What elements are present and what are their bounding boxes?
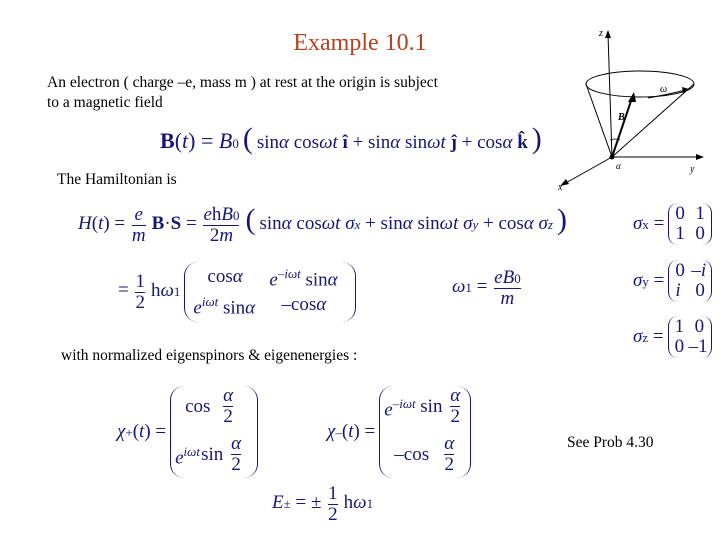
omega-label: ω — [660, 84, 668, 95]
chi-minus-equation: χ–(t) = $e^{-i\omega t}$ sin α 2 –cos α 2 — [327, 386, 471, 478]
cone-rim — [586, 71, 694, 97]
intro-line-1: An electron ( charge –e, mass m ) at rest at the origin is subject — [47, 74, 438, 91]
pauli-sigma-y: σy = 0 –i i 0 — [633, 260, 712, 302]
eigen-label: with normalized eigenspinors & eigenenergies : — [61, 347, 358, 364]
y-axis-label: y — [690, 164, 695, 175]
origin-point — [610, 155, 615, 160]
omega1-equation: ω1 = $\frac{eB0}{m}$ — [452, 267, 521, 309]
precession-cone-diagram — [550, 22, 710, 197]
see-prob-note: See Prob 4.30 — [567, 434, 654, 451]
z-axis-label: z — [599, 28, 603, 39]
b-vector-label: B — [618, 112, 625, 123]
hamiltonian-equation-2: = $\frac{1}{2}$ hω1 cosα $e^{-i\omega t}$ sinα $e^{i\omega t}$ sinα –cosα — [118, 262, 356, 322]
page-title: Example 10.1 — [293, 30, 427, 56]
chi-plus-equation: χ+(t) = cos α 2 $e^{i\omega t}$ sin α 2 — [117, 386, 258, 478]
energies-equation: E± = ± $\frac{1}{2}$ hω1 — [272, 483, 374, 525]
intro-line-2: to a magnetic field — [47, 94, 163, 111]
x-axis-label: x — [558, 182, 563, 193]
x-axis — [564, 157, 612, 184]
hamiltonian-equation-1: H(t) = $\frac{e}{m}$ B·S = $\frac{\text{ehB0}}{2m}$ ( sinα cosωt σx + sinα sinωt σy + cosα σz ) — [78, 203, 567, 246]
hamiltonian-label: The Hamiltonian is — [57, 171, 177, 188]
b-field-equation: B(t) = B0 ( sinα cosωt î + sinα sinωt ĵ + cosα k̂ ) — [160, 122, 542, 155]
alpha-label: α — [616, 161, 621, 171]
pauli-sigma-x: σx = 0 1 1 0 — [633, 203, 712, 245]
pauli-sigma-z: σz = 1 0 0 –1 — [633, 316, 712, 358]
